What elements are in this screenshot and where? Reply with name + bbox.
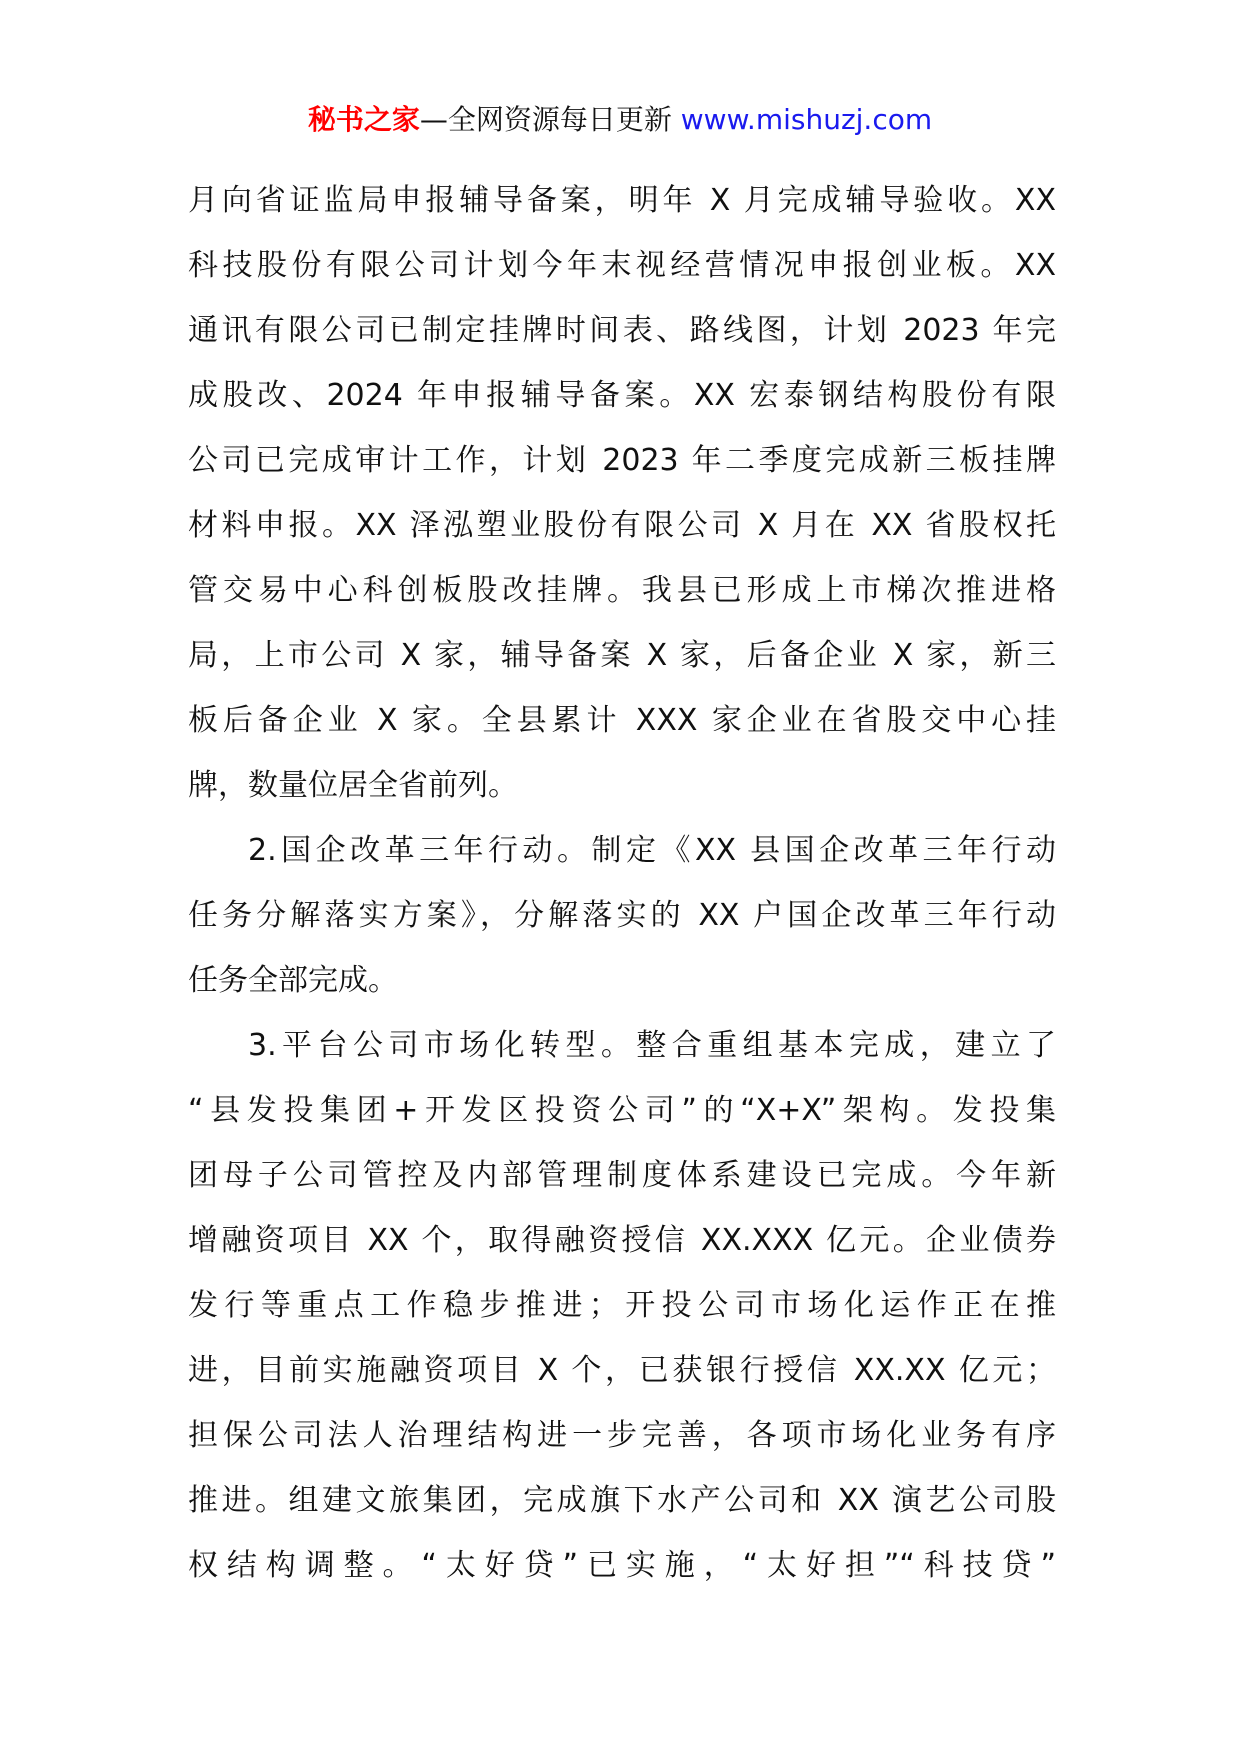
document-body bbox=[188, 168, 1056, 1598]
page-header bbox=[0, 100, 1240, 140]
text-line: 任务分解落实方案》，分解落实的 XX 户国企改革三年行动 bbox=[188, 898, 1056, 933]
site-url-link[interactable]: www.mishuzj.com bbox=[680, 103, 933, 136]
text-line: 增融资项目 XX 个，取得融资授信 XX.XXX 亿元。企业债券 bbox=[188, 1223, 1056, 1258]
text-line: 担保公司法人治理结构进一步完善，各项市场化业务有序 bbox=[188, 1418, 1056, 1453]
text-line: 管交易中心科创板股改挂牌。我县已形成上市梯次推进格 bbox=[188, 573, 1056, 608]
text-line: “县发投集团+开发区投资公司”的“X+X”架构。发投集 bbox=[188, 1093, 1056, 1128]
brand-name: 秘书之家 bbox=[307, 103, 420, 136]
text-line: 权结构调整。“太好贷”已实施，“太好担”“科技贷” bbox=[188, 1548, 1056, 1583]
text-line: 进，目前实施融资项目 X 个，已获银行授信 XX.XX 亿元； bbox=[188, 1353, 1056, 1388]
text-line: 推进。组建文旅集团，完成旗下水产公司和 XX 演艺公司股 bbox=[188, 1483, 1056, 1518]
text-line: 局，上市公司 X 家，辅导备案 X 家，后备企业 X 家，新三 bbox=[188, 638, 1056, 673]
text-line: 材料申报。XX 泽泓塑业股份有限公司 X 月在 XX 省股权托 bbox=[188, 508, 1056, 543]
header-tagline: —全网资源每日更新 bbox=[419, 103, 681, 136]
paragraph-heading-line: 3.平台公司市场化转型。整合重组基本完成，建立了 bbox=[248, 1028, 1056, 1063]
text-line: 科技股份有限公司计划今年末视经营情况申报创业板。XX bbox=[188, 248, 1056, 283]
text-line: 板后备企业 X 家。全县累计 XXX 家企业在省股交中心挂 bbox=[188, 703, 1056, 738]
paragraph-heading-line: 2.国企改革三年行动。制定《XX 县国企改革三年行动 bbox=[248, 833, 1056, 868]
text-line: 牌，数量位居全省前列。 bbox=[188, 768, 518, 803]
text-line: 团母子公司管控及内部管理制度体系建设已完成。今年新 bbox=[188, 1158, 1056, 1193]
text-line: 公司已完成审计工作，计划 2023 年二季度完成新三板挂牌 bbox=[188, 443, 1056, 478]
text-line: 月向省证监局申报辅导备案，明年 X 月完成辅导验收。XX bbox=[188, 183, 1056, 218]
text-line: 成股改、2024 年申报辅导备案。XX 宏泰钢结构股份有限 bbox=[188, 378, 1056, 413]
text-line: 通讯有限公司已制定挂牌时间表、路线图，计划 2023 年完 bbox=[188, 313, 1056, 348]
text-line: 发行等重点工作稳步推进；开投公司市场化运作正在推 bbox=[188, 1288, 1056, 1323]
text-line: 任务全部完成。 bbox=[188, 963, 398, 998]
